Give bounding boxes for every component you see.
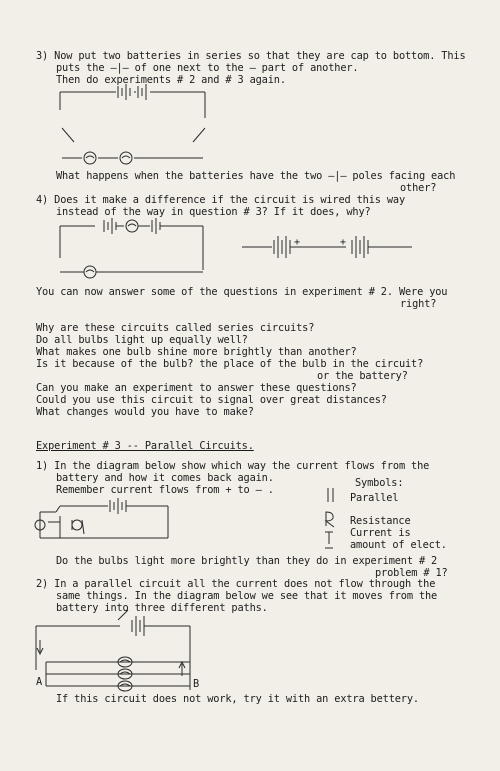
exp3-p1-line-3: Remember current flows from + to — .: [56, 484, 274, 496]
svg-text:+: +: [294, 237, 301, 248]
q3-after-line-1: What happens when the batteries have the two –|– poles facing each: [56, 170, 456, 182]
label-a: A: [36, 676, 43, 688]
symbol-resistance-label: Resistance: [350, 515, 411, 527]
q3-line-3: Then do experiments # 2 and # 3 again.: [56, 74, 286, 86]
footer-note: If this circuit does not work, try it with an extra bettery.: [56, 693, 419, 705]
exp3-p2-line-3: battery into three different paths.: [56, 602, 268, 614]
answer-now-line-1: You can now answer some of the questions in experiment # 2. Were you: [36, 286, 448, 298]
answer-now-line-2: right?: [400, 298, 437, 310]
experiment-3-heading: Experiment # 3 -- Parallel Circuits.: [36, 440, 254, 452]
question-line: What makes one bulb shine more brightly than another?: [36, 346, 357, 358]
question-line: Can you make an experiment to answer these questions?: [36, 382, 357, 394]
symbol-parallel-label: Parallel: [350, 492, 399, 504]
q4-line-2: instead of the way in question # 3? If it does, why?: [56, 206, 371, 218]
label-b: B: [193, 678, 200, 690]
svg-text:+: +: [340, 237, 347, 248]
brightness-line-1: Do the bulbs light more brightly than they do in experiment # 2: [56, 555, 438, 567]
symbol-current-label-2: amount of elect.: [350, 539, 447, 551]
question-line: Is it because of the bulb? the place of the bulb in the circuit?: [36, 358, 424, 370]
q3-line-1: 3) Now put two batteries in series so that they are cap to bottom. This: [36, 50, 466, 62]
brightness-line-2: problem # 1?: [375, 567, 448, 579]
question-line: Could you use this circuit to signal over great distances?: [36, 394, 387, 406]
question-line: Why are these circuits called series circuits?: [36, 322, 315, 334]
q4-line-1: 4) Does it make a difference if the circuit is wired this way: [36, 194, 406, 206]
symbol-current-label-1: Current is: [350, 527, 411, 539]
exp3-p2-line-1: 2) In a parallel circuit all the current does not flow through the: [36, 578, 436, 590]
q3-line-2: puts the –|– of one next to the — part of another.: [56, 62, 359, 74]
q3-after-line-2: other?: [400, 182, 437, 194]
question-line: Do all bulbs light up equally well?: [36, 334, 248, 346]
exp3-p1-line-1: 1) In the diagram below show which way the current flows from the: [36, 460, 430, 472]
exp3-p2-line-2: same things. In the diagram below we see that it moves from the: [56, 590, 438, 602]
exp3-p1-line-2: battery and how it comes back again.: [56, 472, 274, 484]
question-line: or the battery?: [317, 370, 408, 382]
symbols-title: Symbols:: [355, 477, 404, 489]
question-line: What changes would you have to make?: [36, 406, 254, 418]
